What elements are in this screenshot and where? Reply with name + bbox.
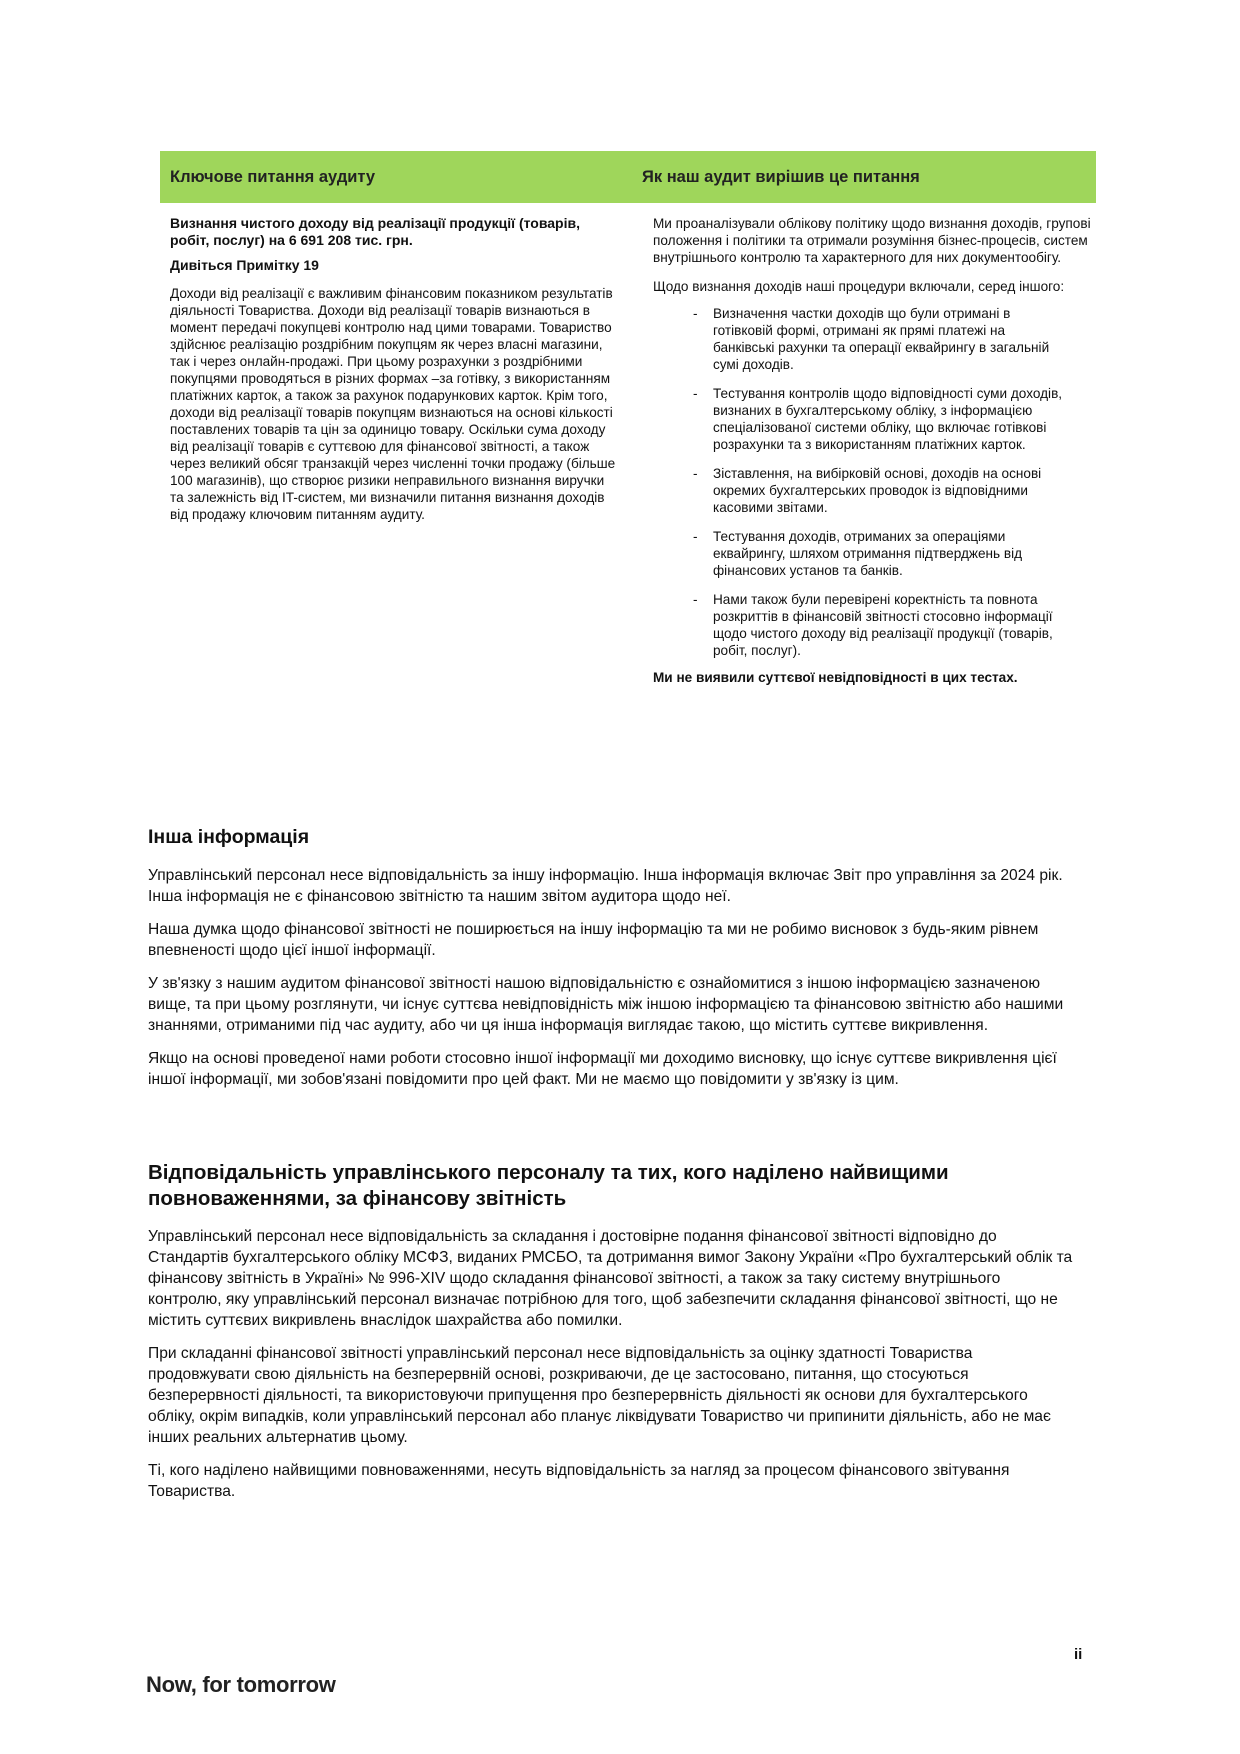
- other-info-paragraph: Управлінський персонал несе відповідальність за іншу інформацію. Інша інформація включає Звіт про управління за 2024 рік. Інша інформація не є фінансовою звітністю та нашим звітом аудитора щодо неї.: [148, 867, 1063, 905]
- procedure-text: Визначення частки доходів що були отримані в готівковій формі, отримані як прямі платежі на банківські рахунки та операції еквайрингу в загальній сумі доходів.: [712, 306, 1050, 372]
- bullet-dash: -: [692, 306, 698, 321]
- kam-conclusion: Ми не виявили суттєвої невідповідності в цих тестах.: [652, 670, 1018, 685]
- kam-matter-title: Визнання чистого доходу від реалізації продукції (товарів, робіт, послуг) на 6 691 208 тис. грн.: [170, 215, 580, 248]
- kam-right-column: [631, 215, 1096, 686]
- kam-procedures-intro: Щодо визнання доходів наші процедури включали, серед іншого:: [652, 279, 1065, 294]
- list-item: [653, 465, 1096, 516]
- bullet-dash: -: [692, 386, 698, 401]
- procedure-text: Тестування доходів, отриманих за операціями еквайрингу, шляхом отримання підтверджень від фінансових установ та банків.: [712, 529, 1023, 578]
- procedure-text: Зіставлення, на вибірковій основі, доходів на основі окремих бухгалтерських проводок із відповідними касовими звітами.: [712, 466, 1042, 515]
- list-item: [653, 305, 1096, 373]
- procedure-text: Нами також були перевірені коректність та повнота розкриттів в фінансовій звітності стосовно інформації щодо чистого доходу від реалізації продукції (товарів, робіт, послуг).: [712, 592, 1053, 658]
- management-responsibility-heading: Відповідальність управлінського персоналу та тих, кого наділено найвищими повноваженнями, за фінансову звітність: [148, 1161, 949, 1210]
- other-info-paragraph: У зв'язку з нашим аудитом фінансової звітності нашою відповідальністю є ознайомитися з іншою інформацією зазначеною вище, та при цьому розглянути, чи існує суттєва невідповідність між іншою інформацією та фінансовою звітністю або нашими знаннями, отриманими під час аудиту, або чи ця інша інформація виглядає такою, що містить суттєве викривлення.: [148, 975, 1064, 1034]
- other-info-paragraph: Якщо на основі проведеної нами роботи стосовно іншої інформації ми доходимо висновку, що існує суттєве викривлення цієї іншої інформації, ми зобов'язані повідомити про цей факт. Ми не маємо що повідомити у зв'язку із цим.: [148, 1050, 1057, 1088]
- kam-note-reference: Дивіться Примітку 19: [170, 257, 319, 273]
- other-information-heading: Інша інформація: [148, 826, 310, 848]
- responsibility-paragraph: При складанні фінансової звітності управлінський персонал несе відповідальність за оцінку здатності Товариства продовжувати свою діяльність на безперервній основі, розкриваючи, де це застосовано, питання, що стосуються безперервності діяльності, та використовуючи припущення про безперервність діяльності як основи для бухгалтерського обліку, окрім випадків, коли управлінський персонал або планує ліквідувати Товариство чи припинити діяльність, або не має інших реальних альтернатив цьому.: [148, 1345, 1051, 1446]
- kam-matter-description: Доходи від реалізації є важливим фінансовим показником результатів діяльності Товариства. Доходи від реалізації товарів визнаються в момент передачі покупцеві контролю над цими товарами. Товариство здійснює реалізацію роздрібним покупцям як через власні магазини, так і через онлайн-продажі. При цьому розрахунки з роздрібними покупцями проводяться в різних формах –за готівку, з використанням платіжних карток, а також за рахунок подарункових карток. Крім того, доходи від реалізації товарів покупцям визнаються на основі кількості поставлених товарів та цін за одиницю товару. Оскільки сума доходу від реалізації товарів є суттєвою для фінансової звітності, а також через великий обсяг транзакцій через численні точки продажу (більше 100 магазинів), що створює ризики неправильного визнання виручки та залежність від IT-систем, ми визначили питання визнання доходів від продажу ключовим питанням аудиту.: [170, 286, 616, 522]
- list-item: [653, 528, 1096, 579]
- kam-header-left: Ключове питання аудиту: [170, 167, 376, 186]
- responsibility-paragraph: Ті, кого наділено найвищими повноваженнями, несуть відповідальність за нагляд за процесом фінансового звітування Товариства.: [148, 1462, 1010, 1500]
- key-audit-matters-table: [160, 151, 1096, 686]
- footer-slogan: Now, for tomorrow: [146, 1672, 336, 1697]
- bullet-dash: -: [692, 466, 698, 481]
- other-information-section: [148, 826, 1078, 1102]
- kam-procedures-list: [653, 305, 1096, 659]
- responsibility-paragraph: Управлінський персонал несе відповідальність за складання і достовірне подання фінансової звітності відповідно до Стандартів бухгалтерського обліку МСФЗ, виданих РМСБО, та дотримання вимог Закону України «Про бухгалтерський облік та фінансову звітність в Україні» № 996-XIV щодо складання фінансової звітності, а також за таку систему внутрішнього контролю, яку управлінський персонал визначає потрібною для того, щоб забезпечити складання фінансової звітності, що не містить суттєвих викривлень внаслідок шахрайства або помилки.: [148, 1228, 1073, 1329]
- procedure-text: Тестування контролів щодо відповідності суми доходів, визнаних в бухгалтерському обліку, з інформацією спеціалізованої системи обліку, що включає готівкові розрахунки та з використанням платіжних карток.: [712, 386, 1063, 452]
- kam-table-body: [160, 215, 1096, 686]
- page-number: ii: [1074, 1646, 1083, 1663]
- list-item: [653, 591, 1096, 659]
- kam-table-header: [160, 151, 1096, 203]
- management-responsibility-section: [148, 1160, 1078, 1514]
- list-item: [653, 385, 1096, 453]
- other-info-paragraph: Наша думка щодо фінансової звітності не поширюється на іншу інформацію та ми не робимо висновок з будь-яким рівнем впевненості щодо цієї іншої інформації.: [148, 921, 1039, 959]
- bullet-dash: -: [692, 592, 698, 607]
- kam-response-intro: Ми проаналізували облікову політику щодо визнання доходів, групові положення і політики та отримали розуміння бізнес-процесів, систем внутрішнього контролю та характерного для них документообігу.: [652, 216, 1091, 265]
- kam-left-column: [160, 215, 631, 686]
- kam-header-right: Як наш аудит вирішив це питання: [642, 167, 920, 186]
- bullet-dash: -: [692, 529, 698, 544]
